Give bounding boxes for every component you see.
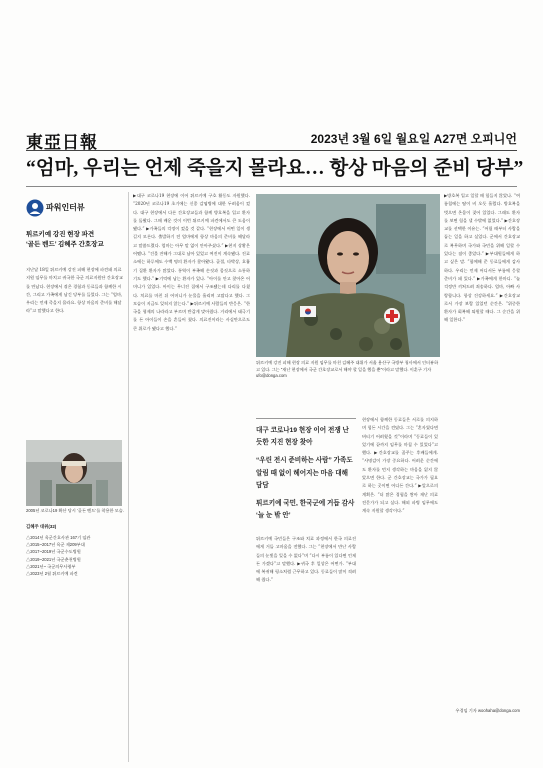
section-badge: 파워인터뷰 (46, 203, 85, 212)
profile-item: △2014년 육군간호사관 167기 임관 (26, 535, 91, 540)
body-column-3b: 현장에서 함께한 동료들은 서로를 의지하며 힘든 시간을 견뎠다. 그는 “혼자였다면 버티기 어려웠을 것”이라며 “동료들이 있었기에 끝까지 임무를 마칠 수 있었다”고 했다. ▶간호장교를 꿈꾸는 후배들에게. “사명감이 가장 중요하다. 어려운 순간에도 환자를 먼저 생각하는 마음을 잃지 않았으면 한다. 군 간호장교는 국가가 필요로 하는 곳이면 어디든 간다.” ▶앞으로의 계획은. “더 많은 경험을 쌓아 재난 의료 전문가가 되고 싶다. 해외 파병 임무에도 계속 지원할 생각이다.” (362, 417, 438, 514)
kicker: 튀르키예 강진 현장 파견 (26, 231, 95, 238)
photo-main-caption: 튀르키예 강진 피해 현장 의료 지원 임무를 마친 김혜주 대위가 서울 용산구 국방부 청사에서 인터뷰하고 있다. 그는 “재난 현장에서 국군 간호장교로서 해야 할 일을 했을 뿐”이라고 말했다. 이훈구 기자 ufo@donga.com (256, 360, 439, 378)
pullquote: 대구 코로나19 현장 이어 전쟁 난 듯한 지진 현장 찾아 (256, 427, 349, 447)
photo-goldenband (26, 440, 122, 506)
pullquote: 튀르키예 국민, 한국군에 거듭 감사 ‘늘 눈 밖 안’ (256, 500, 355, 520)
profile-item: △2019~2021년 국군춘천병원 (26, 556, 81, 562)
body-column-2: ▶대구 코로나19 현장에 이어 튀르키예 구호 활동도 자원했다. “2020년 코로나19 초기에는 신종 감염병에 대한 두려움이 컸다. 대구 현장에서 다른 간호장교들과 함께 방호복을 입고 환자를 돌봤다. 그때 배운 것이 이번 튀르키예 파견에서도 큰 도움이 됐다.” ▶가족들의 걱정이 컸을 것 같다. “현장에서 어떤 일이 생길지 모른다. 출발하기 전 엄마에게 항상 마음의 준비를 해달라고 말씀드렸다. 엄마는 아무 말 없이 안아주셨다.” ▶현지 상황은 어땠나. “건물 잔해가 그대로 남아 있었고 여진이 계속됐다. 진료소에는 하루에도 수백 명의 환자가 찾아왔다. 골절, 타박상, 호흡기 질환 환자가 많았다. 통역이 부족해 손짓과 몸짓으로 소통하기도 했다.” ▶기억에 남는 환자가 있나. “아이를 안고 찾아온 어머니가 있었다. 아이는 무너진 집에서 구조됐는데 다리를 다쳤다. 치료를 마친 뒤 어머니가 눈물을 흘리며 고맙다고 했다. 그 모습이 지금도 잊히지 않는다.” ▶튀르키예 사람들의 반응은. “한국을 형제의 나라라고 부르며 반갑게 맞아줬다. 거리에서 태극기를 든 아이들이 손을 흔들어 줬다. 의료진이라는 사실만으로도 큰 위로가 됐다고 했다.” (133, 193, 250, 331)
profile-list (26, 534, 126, 577)
profile-item: △2021년~ 국군의무사령부 (26, 563, 76, 569)
kicker-subtitle: ‘골든 벤드’ 김혜주 간호장교 (26, 241, 104, 248)
lead-paragraph: 지난달 18일 튀르키예 강진 피해 현장에 파견돼 의료 지원 임무를 마치고 귀국한 국군 의료지원단 간호장교를 만났다. 현장에서 겪은 경험과 동료들과 함께한 시간, 그리고 가족에게 남긴 당부를 들었다. 그는 “엄마, 우리는 언제 죽을지 몰라요. 항상 마음의 준비를 해달라”고 말했다고 한다. (26, 267, 123, 314)
masthead: 東亞日報 (26, 133, 98, 153)
profile-item: △2015~2017년 육군 제209부대 (26, 542, 85, 548)
pullquote-rule (256, 418, 356, 419)
top-rule (26, 150, 517, 151)
byline: 우경임 기자 woohaha@donga.com (455, 708, 520, 713)
column-divider (128, 192, 129, 762)
profile-item: △2017~2019년 국군수도병원 (26, 549, 81, 555)
headline-rule (26, 186, 517, 187)
body-column-3a: 튀르키예 국민들은 구조와 치료 과정에서 한국 의료진에게 거듭 고마움을 전했다. 그는 “현장에서 만난 사람들의 눈빛을 잊을 수 없다”며 “다시 부름이 있다면 언제든 가겠다”고 말했다. ▶귀국 후 일상은 어떤가. “부대에 복귀해 평소처럼 근무하고 있다. 동료들이 많이 격려해 줬다.” (256, 536, 356, 583)
profile-name: 김혜주 대위(32) (26, 524, 57, 529)
pullquote-block (256, 425, 356, 528)
photo-small-caption: 2005년 코로나19 확산 당시 ‘골든 벤드’를 착용한 모습. (26, 508, 124, 513)
body-column-4: ▶방호복 입고 일할 때 힘들지 않았나. “여름철에는 땀이 비 오듯 흘렀다. 방호복을 벗으면 온몸이 젖어 있었다. 그래도 환자를 보면 힘을 낼 수밖에 없었다.” ▶간호장교를 선택한 이유는. “어릴 때부터 사람을 돕는 일을 하고 싶었다. 군에서 간호장교로 복무하며 국가와 국민을 위해 일할 수 있다는 점이 좋았다.” ▶부대원들에게 하고 싶은 말. “함께해 준 동료들에게 감사하다. 우리는 언제 어디서든 부름에 응할 준비가 돼 있다.” ▶가족에게 한마디. “늘 걱정만 끼쳐드려 죄송하다. 엄마, 아빠 사랑합니다. 항상 건강하세요.” ▶간호장교로서 가장 보람 있었던 순간은. “위중한 환자가 회복해 퇴원할 때다. 그 순간을 위해 일한다.” (444, 193, 520, 323)
pullquote: “우린 전시 준비하는 사람” 가족도 알림 때 없이 헤어지는 마음 대해 담담 (256, 457, 353, 489)
profile-item: △2023년 2월 튀르키예 파견 (26, 571, 78, 577)
interview-badge-icon (26, 199, 44, 217)
dateline: 2023년 3월 6일 월요일 A27면 오피니언 (310, 132, 517, 146)
headline: “엄마, 우리는 언제 죽을지 몰라요… 항상 마음의 준비 당부” (26, 158, 524, 179)
photo-main-portrait (256, 194, 440, 357)
